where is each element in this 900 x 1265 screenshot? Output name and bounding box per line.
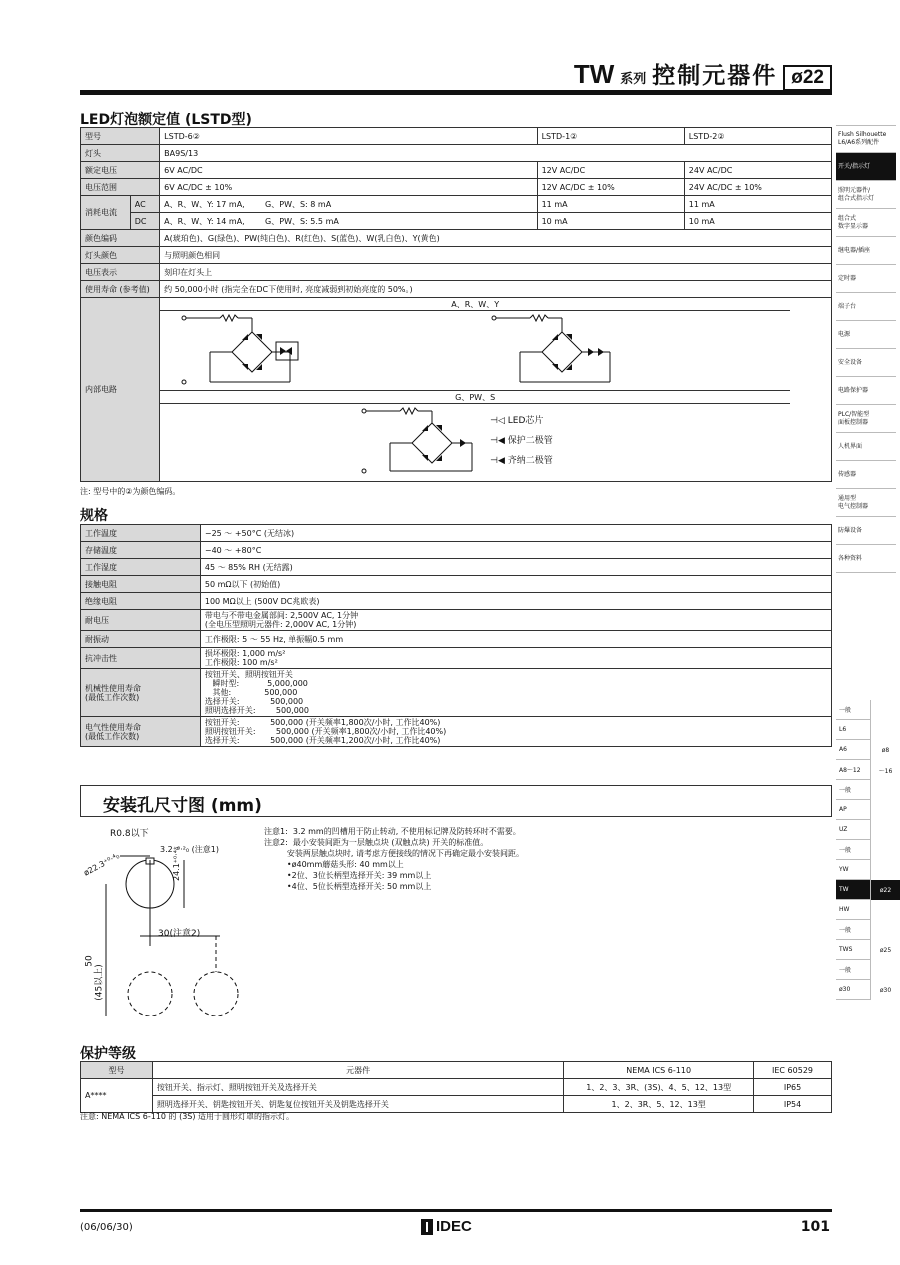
row-label: 使用寿命 (参考值) (81, 281, 160, 298)
series-size (870, 960, 900, 980)
cell: 损坏极限: 1,000 m/s² 工作极限: 100 m/s² (200, 648, 831, 669)
series-label: 一般 (836, 920, 870, 940)
cell: A、R、W、Y: 17 mA, G、PW、S: 8 mA (160, 196, 537, 213)
series-label: ø30 (836, 980, 870, 1000)
table-row (81, 196, 832, 213)
cell: LSTD-2② (684, 128, 831, 145)
cell: A(琥珀色)、G(绿色)、PW(纯白色)、R(红色)、S(蓝色)、W(乳白色)、Y(黄色) (160, 230, 832, 247)
series-size: ø25 (870, 940, 900, 960)
brand-name: IDEC (436, 1218, 472, 1235)
led-section-title: LED灯泡额定值 (LSTD型) (80, 112, 252, 128)
series-size (870, 860, 900, 880)
led-symbol-icon: ⊣◁ (490, 416, 508, 426)
series-row[interactable] (836, 920, 900, 940)
legend-zener (490, 451, 553, 471)
table-row (81, 1079, 832, 1096)
divider (160, 390, 790, 391)
cell: 约 50,000小时 (指完全在DC下使用时, 亮度减弱到初始亮度的 50%。) (160, 281, 832, 298)
row-label: 工作湿度 (81, 559, 201, 576)
series-label: 一般 (836, 840, 870, 860)
cell: LSTD-1② (537, 128, 684, 145)
cell: A**** (81, 1079, 153, 1113)
cell: 10 mA (684, 213, 831, 230)
column-header: IEC 60529 (754, 1062, 832, 1079)
mounting-note: •4位、5位长柄型选择开关: 50 mm以上 (264, 882, 432, 891)
divider (160, 403, 790, 404)
cell: 按钮开关: 500,000 (开关频率1,800次/小时, 工作比40%) 照明按钮开关: 500,000 (开关频率1,800次/小时, 工作比40%) 选择开关: 500,000 (开关频率1,200次/小时, 工作比40%) (200, 717, 831, 747)
sidebar-item[interactable]: 通用型 电气控制器 (836, 489, 896, 517)
series-label: A6 (836, 740, 870, 760)
cell: 按钮开关、照明按钮开关 瞬时型: 5,000,000 其他: 500,000 选择开关: 500,000 照明选择开关: 500,000 (200, 669, 831, 717)
divider (160, 310, 790, 311)
table-row (81, 213, 832, 230)
row-label: 工作温度 (81, 525, 201, 542)
series-size (870, 820, 900, 840)
series-row[interactable] (836, 740, 900, 760)
dim-slot: 3.2⁺⁰·²₀ (注意1) (160, 845, 219, 854)
cell: IP54 (754, 1096, 832, 1113)
row-label: 灯头 (81, 145, 160, 162)
dim-height: 24.1⁺⁰·⁴₀ (172, 846, 181, 881)
cell: 与照明颜色相同 (160, 247, 832, 264)
series-size (870, 900, 900, 920)
row-label: 额定电压 (81, 162, 160, 179)
cell: −25 ～ +50°C (无结冰) (200, 525, 831, 542)
cell: 12V AC/DC ± 10% (537, 179, 684, 196)
row-label: 内部电路 (81, 298, 160, 482)
cell: 24V AC/DC (684, 162, 831, 179)
series-row[interactable] (836, 720, 900, 740)
table-row (81, 145, 832, 162)
series-label: 一般 (836, 960, 870, 980)
cell: 10 mA (537, 213, 684, 230)
header-rule (80, 90, 832, 95)
cell: 100 MΩ以上 (500V DC兆欧表) (200, 593, 831, 610)
row-label: 颜色编码 (81, 230, 160, 247)
sidebar-item[interactable]: Flush Silhouette L6/A6系列配件 (836, 125, 896, 153)
row-label: 耐电压 (81, 610, 201, 631)
column-header: NEMA ICS 6-110 (564, 1062, 754, 1079)
mounting-drawing (80, 826, 260, 1016)
series-row[interactable] (836, 940, 900, 960)
series-label: YW (836, 860, 870, 880)
series-sidebar (836, 700, 900, 1000)
series-row[interactable] (836, 820, 900, 840)
series-size: ø8 (870, 740, 900, 760)
table-row (81, 576, 832, 593)
series-row-active[interactable] (836, 880, 900, 900)
sidebar-item[interactable]: 各种资料 (836, 545, 896, 573)
cell: 24V AC/DC ± 10% (684, 179, 831, 196)
table-row (81, 631, 832, 648)
dim-spacing-v: 50 (84, 955, 95, 967)
cell: 50 mΩ以下 (初始值) (200, 576, 831, 593)
circuit-caption-bottom: G、PW、S (455, 393, 496, 402)
cell: 带电与不带电金属部间: 2,500V AC, 1分钟 (全电压型照明元器件: 2,000V AC, 1分钟) (200, 610, 831, 631)
table-row (81, 179, 832, 196)
category-sidebar (836, 125, 896, 573)
sidebar-item[interactable]: 照明元器件/ 组合式指示灯 (836, 181, 896, 209)
size-badge: ø22 (783, 65, 832, 91)
row-label: 存储温度 (81, 542, 201, 559)
series-size (870, 920, 900, 940)
row-label: 机械性使用寿命 (最低工作次数) (81, 669, 201, 717)
cell: 按钮开关、指示灯、照明按钮开关及选择开关 (152, 1079, 563, 1096)
sidebar-item[interactable]: 继电器/插座 (836, 237, 896, 265)
table-row (81, 610, 832, 631)
table-row (81, 128, 832, 145)
cell: 1、2、3、3R、(3S)、4、5、12、13型 (564, 1079, 754, 1096)
table-row (81, 525, 832, 542)
table-row (81, 230, 832, 247)
zener-symbol-icon: ⊣◀ (490, 456, 508, 466)
led-rating-table (80, 127, 832, 482)
circuit-diagram-b (360, 405, 490, 479)
series-row[interactable] (836, 800, 900, 820)
brand-logo (421, 1218, 472, 1235)
header-title-text: 控制元器件 (652, 63, 778, 89)
diode-symbol-icon: ⊣◀ (490, 436, 508, 446)
legend-zener-label: 齐纳二极管 (507, 456, 553, 466)
series-size (870, 840, 900, 860)
table-row (81, 559, 832, 576)
row-label: 电压范围 (81, 179, 160, 196)
table-row (81, 669, 832, 717)
mounting-note: 安装两层触点块时, 请考虑方便接线的情况下再确定最小安装间距。 (264, 849, 524, 858)
row-label: 消耗电流 (81, 196, 131, 230)
legend-led-label: LED芯片 (507, 416, 544, 426)
circuit-legend (490, 411, 553, 471)
table-row (81, 247, 832, 264)
sidebar-item[interactable]: PLC/智能型 面板控制器 (836, 405, 896, 433)
series-label: TW (836, 880, 870, 900)
table-row (81, 717, 832, 747)
footer-rule (80, 1209, 832, 1212)
protection-note: 注意: NEMA ICS 6-110 的 (3S) 适用于圆形灯罩的指示灯。 (80, 1112, 295, 1121)
table-row (81, 1096, 832, 1113)
mounting-note: 注意2: 最小安装间距为一层触点块 (双触点块) 开关的标准值。 (264, 838, 489, 847)
column-header: 型号 (81, 1062, 153, 1079)
sidebar-item[interactable]: 人机界面 (836, 433, 896, 461)
cell: 11 mA (684, 196, 831, 213)
row-label: 型号 (81, 128, 160, 145)
cell: 45 ～ 85% RH (无结露) (200, 559, 831, 576)
series-name: TW (573, 59, 615, 89)
series-row[interactable] (836, 840, 900, 860)
series-row[interactable] (836, 760, 900, 780)
series-label: 一般 (836, 780, 870, 800)
mounting-title: 安装孔尺寸图 (mm) (103, 796, 262, 816)
series-row[interactable] (836, 860, 900, 880)
cell: 工作极限: 5 ～ 55 Hz, 单振幅0.5 mm (200, 631, 831, 648)
series-size (870, 700, 900, 720)
table-row (81, 593, 832, 610)
table-row (81, 298, 832, 482)
row-label: 接触电阻 (81, 576, 201, 593)
series-size (870, 800, 900, 820)
row-label: 灯头颜色 (81, 247, 160, 264)
cell: 11 mA (537, 196, 684, 213)
dim-spacing-h: 30(注意2) (158, 929, 201, 939)
page-header (80, 55, 832, 95)
cell: −40 ～ +80°C (200, 542, 831, 559)
series-label: TWS (836, 940, 870, 960)
sidebar-item[interactable]: 电路保护器 (836, 377, 896, 405)
protection-section-title: 保护等级 (80, 1046, 136, 1062)
table-row (81, 264, 832, 281)
cell: 照明选择开关、钥匙按钮开关、钥匙复位按钮开关及钥匙选择开关 (152, 1096, 563, 1113)
series-suffix: 系列 (620, 72, 647, 87)
series-size (870, 780, 900, 800)
mounting-title-box (80, 785, 832, 817)
series-label: A8〜12 (836, 760, 870, 780)
cell: A、R、W、Y: 14 mA, G、PW、S: 5.5 mA (160, 213, 537, 230)
dim-radius: R0.8以下 (110, 829, 149, 839)
table-row (81, 162, 832, 179)
header-title (574, 57, 832, 91)
table-header-row (81, 1062, 832, 1079)
cell: BA9S/13 (160, 145, 832, 162)
series-row[interactable] (836, 900, 900, 920)
row-label: 抗冲击性 (81, 648, 201, 669)
row-label: 电气性使用寿命 (最低工作次数) (81, 717, 201, 747)
series-row[interactable] (836, 700, 900, 720)
specs-section-title: 规格 (80, 508, 108, 524)
led-note: 注: 型号中的②为颜色编码。 (80, 487, 181, 496)
row-sublabel: DC (130, 213, 159, 230)
cell: 刻印在灯头上 (160, 264, 832, 281)
series-size (870, 720, 900, 740)
series-row[interactable] (836, 960, 900, 980)
sidebar-item[interactable]: 安全设备 (836, 349, 896, 377)
mounting-note: •2位、3位长柄型选择开关: 39 mm以上 (264, 871, 432, 880)
cell: 12V AC/DC (537, 162, 684, 179)
series-label: HW (836, 900, 870, 920)
sidebar-item[interactable]: 电源 (836, 321, 896, 349)
cell: 6V AC/DC ± 10% (160, 179, 537, 196)
series-size: 〜16 (870, 760, 900, 780)
sidebar-item[interactable]: 组合式 数字显示器 (836, 209, 896, 237)
table-row (81, 542, 832, 559)
idec-logo-icon (421, 1219, 433, 1235)
specs-table (80, 524, 832, 747)
cell: 6V AC/DC (160, 162, 537, 179)
sidebar-item-active[interactable]: 开关/指示灯 (836, 153, 896, 181)
series-row[interactable] (836, 780, 900, 800)
series-label: UZ (836, 820, 870, 840)
row-label: 电压表示 (81, 264, 160, 281)
row-label: 绝缘电阻 (81, 593, 201, 610)
cell: IP65 (754, 1079, 832, 1096)
table-row (81, 648, 832, 669)
circuit-caption-top: A、R、W、Y (451, 300, 500, 309)
legend-protect-label: 保护二极管 (507, 436, 553, 446)
legend-protect (490, 431, 553, 451)
series-label: AP (836, 800, 870, 820)
dim-spacing-v2: (45以上) (94, 964, 105, 1001)
sidebar-item[interactable]: 传感器 (836, 461, 896, 489)
sidebar-item[interactable]: 防爆设备 (836, 517, 896, 545)
series-size: ø30 (870, 980, 900, 1000)
footer-date: (06/06/30) (80, 1222, 133, 1233)
series-row[interactable] (836, 980, 900, 1000)
sidebar-item[interactable]: 端子台 (836, 293, 896, 321)
circuit-diagram-a2 (490, 312, 630, 390)
page-number: 101 (800, 1219, 830, 1235)
column-header: 元器件 (152, 1062, 563, 1079)
series-label: 一般 (836, 700, 870, 720)
circuit-diagram-a (180, 312, 320, 390)
row-sublabel: AC (130, 196, 159, 213)
sidebar-item[interactable]: 定时器 (836, 265, 896, 293)
series-size: ø22 (870, 880, 900, 900)
row-label: 耐振动 (81, 631, 201, 648)
mounting-notes (264, 826, 524, 892)
circuit-cell (160, 298, 832, 482)
legend-led (490, 411, 553, 431)
protection-table (80, 1061, 832, 1113)
mounting-note: 注意1: 3.2 mm的凹槽用于防止转动, 不使用标记牌及防转环时不需要。 (264, 827, 521, 836)
mounting-note: •ø40mm蘑菇头形: 40 mm以上 (264, 860, 404, 869)
cell: LSTD-6② (160, 128, 537, 145)
table-row (81, 281, 832, 298)
dim-diameter: ø22.3⁺⁰·⁴₀ (82, 851, 121, 878)
series-label: L6 (836, 720, 870, 740)
cell: 1、2、3R、5、12、13型 (564, 1096, 754, 1113)
